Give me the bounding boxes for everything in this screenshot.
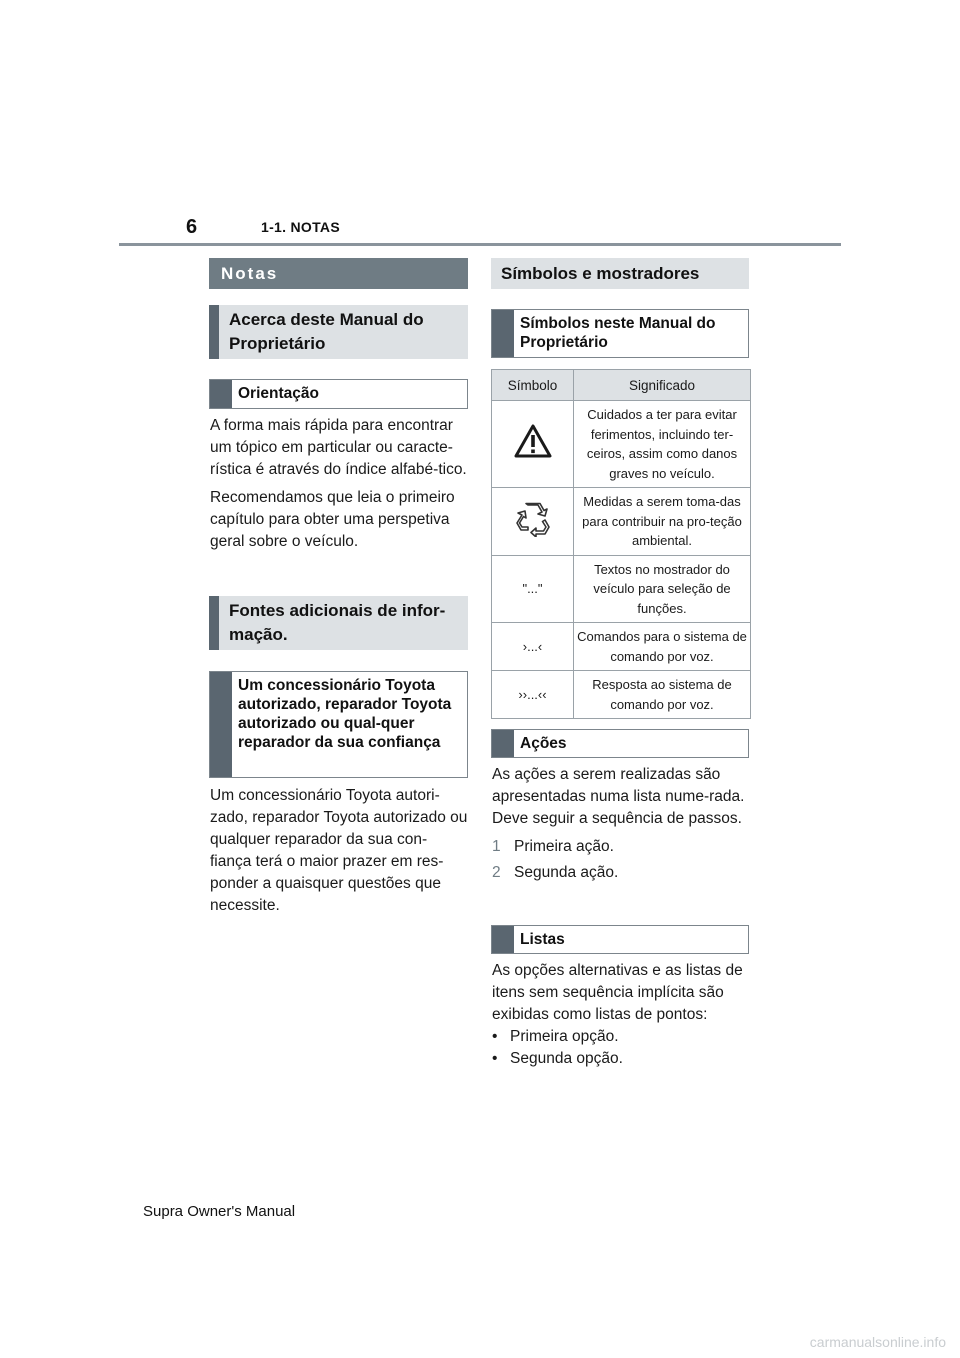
- topic-box-orientation: [209, 379, 468, 409]
- warning-triangle-icon: [514, 424, 552, 458]
- step-item: [492, 862, 750, 884]
- meaning-cell: Medidas a serem toma-das para contribuir na pro-teção ambiental.: [574, 488, 751, 556]
- box-marker: [210, 672, 232, 777]
- topic-box-actions: [491, 729, 749, 758]
- table-row: [492, 488, 751, 556]
- step-number: 2: [492, 864, 501, 881]
- step-item: [492, 836, 750, 858]
- topic-box-lists: [491, 925, 749, 954]
- topic-label: Símbolos neste Manual do Proprietário: [520, 315, 716, 351]
- heading-marker: [209, 596, 219, 650]
- box-marker: [492, 926, 514, 953]
- header-divider: [119, 243, 841, 246]
- box-marker: [492, 730, 514, 757]
- column-header: Símbolo: [492, 370, 574, 401]
- bullet-item: [492, 1026, 750, 1048]
- paragraph: As opções alternativas e as listas de itens sem sequência implícita são exibidas como listas de pontos:: [492, 962, 743, 1023]
- table-row: [492, 623, 751, 671]
- bullet-dot: •: [492, 1050, 498, 1067]
- paragraph: A forma mais rápida para encontrar um tópico em particular ou caracte-rística é através do índice alfabé-tico.: [210, 417, 467, 478]
- actions-text: [492, 764, 750, 884]
- section-reference: 1-1. NOTAS: [261, 219, 340, 235]
- meaning-cell: Resposta ao sistema de comando por voz.: [574, 671, 751, 719]
- section-title-text: Símbolos e mostradores: [501, 263, 700, 283]
- meaning-cell: Comandos para o sistema de comando por voz.: [574, 623, 751, 671]
- symbol-cell: [492, 488, 574, 556]
- box-marker: [210, 380, 232, 408]
- symbol-cell: [492, 401, 574, 488]
- topic-label: Listas: [520, 931, 565, 948]
- paragraph: Recomendamos que leia o primeiro capítulo para obter uma perspetiva geral sobre o veículo.: [210, 489, 455, 550]
- subheading-about-manual: [209, 305, 468, 359]
- lists-text: [492, 960, 750, 1070]
- meaning-cell: Cuidados a ter para evitar ferimentos, incluindo ter-ceiros, assim como danos graves no veículo.: [574, 401, 751, 488]
- footer-text: Supra Owner's Manual: [143, 1203, 296, 1220]
- bullet-dot: •: [492, 1028, 498, 1045]
- column-header: Significado: [574, 370, 751, 401]
- dealer-text: [210, 785, 468, 923]
- heading-marker: [209, 305, 219, 359]
- section-title-text: Notas: [221, 263, 279, 283]
- recycle-icon: [514, 501, 552, 537]
- topic-label: Ações: [520, 735, 567, 752]
- step-number: 1: [492, 838, 501, 855]
- section-title-symbols: [491, 258, 749, 289]
- bullet-item: [492, 1048, 750, 1070]
- symbol-cell: "...": [492, 555, 574, 623]
- step-text: Segunda ação.: [514, 864, 619, 881]
- page-number: 6: [186, 216, 198, 238]
- symbol-cell: ››...‹‹: [492, 671, 574, 719]
- meaning-cell: Textos no mostrador do veículo para seleção de funções.: [574, 555, 751, 623]
- subheading-text: Fontes adicionais de infor-mação.: [229, 601, 446, 644]
- paragraph: As ações a serem realizadas são apresentadas numa lista nume-rada. Deve seguir a sequência de passos.: [492, 766, 745, 827]
- box-marker: [492, 310, 514, 357]
- table-header-row: [492, 370, 751, 401]
- table-row: [492, 555, 751, 623]
- topic-label: Um concessionário Toyota autorizado, reparador Toyota autorizado ou qual-quer reparador da sua confiança: [238, 677, 452, 751]
- bullet-text: Segunda opção.: [510, 1050, 623, 1067]
- topic-box-dealer: [209, 671, 468, 778]
- step-text: Primeira ação.: [514, 838, 614, 855]
- table-row: [492, 401, 751, 488]
- section-title-notas: [209, 258, 468, 289]
- subheading-additional-sources: [209, 596, 468, 650]
- orientation-text: [210, 415, 468, 559]
- bullet-text: Primeira opção.: [510, 1028, 619, 1045]
- topic-label: Orientação: [238, 385, 319, 402]
- watermark: carmanualsonline.info: [809, 1334, 946, 1350]
- paragraph: Um concessionário Toyota autori-zado, reparador Toyota autorizado ou qualquer reparador da sua con-fiança terá o maior prazer em res-ponder a quaisquer questões que necessite.: [210, 787, 468, 914]
- table-row: [492, 671, 751, 719]
- symbol-cell: ›...‹: [492, 623, 574, 671]
- topic-box-symbols: [491, 309, 749, 358]
- symbols-table: [491, 369, 751, 719]
- subheading-text: Acerca deste Manual do Proprietário: [229, 310, 424, 353]
